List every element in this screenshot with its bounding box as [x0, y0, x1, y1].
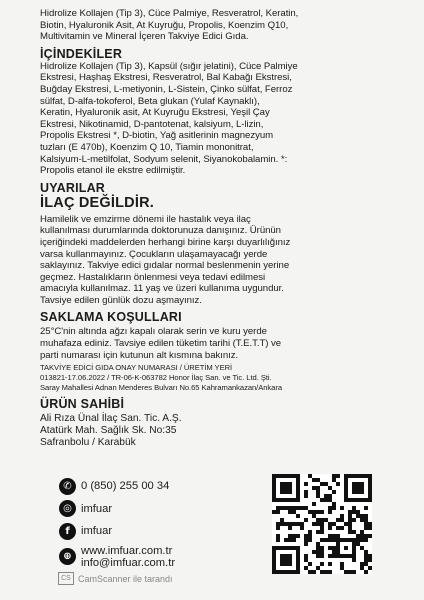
ingredients-heading: İÇİNDEKİLER	[40, 46, 123, 61]
scanner-watermark	[58, 572, 173, 585]
instagram-handle: imfuar	[81, 502, 113, 515]
camscanner-logo-icon: CS	[58, 572, 74, 585]
website-email: www.imfuar.com.tr info@imfuar.com.tr	[81, 544, 176, 569]
contact-web[interactable]	[59, 544, 175, 570]
instagram-icon: ◎	[59, 500, 76, 517]
contact-facebook[interactable]	[59, 521, 175, 541]
whatsapp-icon: ✆	[59, 478, 76, 495]
label-document	[40, 8, 406, 450]
product-description: Hidrolize Kollajen (Tip 3), Cüce Palmiye, Resveratrol, Keratin, Biotin, Hyaluronik Asit, At Kuyruğu, Propolis, Koenzim Q10, Multivitamin ve Mineral İçeren Takviye Edici Gıda.	[40, 8, 299, 43]
contact-instagram[interactable]	[59, 499, 175, 519]
approval-text: 013821-17.06.2022 / TR-06-K-063782 Honor İlaç San. ve Tic. Ltd. Şti. Saray Mahallesi Adnan Menderes Bulvarı No.65 Kahramankazan/Ankara	[40, 373, 282, 392]
facebook-icon: f	[59, 523, 76, 540]
contact-phone[interactable]	[59, 476, 175, 496]
storage-text: 25°C'nin altında ağzı kapalı olarak serin ve kuru yerde muhafaza ediniz. Tavsiye edilen tüketim tarihi (T.E.T.T) ve parti numarası için kutunun alt kısmına bakınız.	[40, 326, 282, 361]
storage-heading: SAKLAMA KOŞULLARI	[40, 310, 182, 325]
ingredients-text: Hidrolize Kollajen (Tip 3), Kapsül (sığır jelatini), Cüce Palmiye Ekstresi, Haşhaş Ekstresi, Resveratrol, Bal Kabağı Ekstresi, Buğday Ekstresi, L-metiyonin, L-Sistein, Çinko sülfat, Ferroz sülfat, D-alfa-tokoferol, Beta glukan (Yulaf Kaynaklı), Keratin, Hyaluronik asit, At Kuyruğu Ekstresi, Yeşil Çay Ekstresi, Nikotinamid, D-pantotenat, kalsiyum, L-lizin, Propolis Ekstresi *, D-biotin, Yağ asitlerinin magnezyum tuzları (E 470b), Koenzim Q 10, Tiamin mononitrat, Kalsiyum-L-metilfolat, Sodyum selenit, Siyanokobalamin. *: Propolis etanol ile ekstre edilmiştir.	[40, 60, 298, 177]
phone-number: 0 (850) 255 00 34	[81, 480, 170, 492]
contact-list	[59, 476, 175, 572]
scanner-text: CamScanner ile tarandı	[78, 573, 173, 584]
facebook-handle: imfuar	[81, 525, 113, 537]
qr-code[interactable]	[272, 474, 372, 574]
owner-heading: ÜRÜN SAHİBİ	[40, 396, 125, 411]
warnings-text: Hamilelik ve emzirme dönemi ile hastalık veya ilaç kullanılması durumlarında doktorunuza danışınız. Ürünün içeriğindeki maddelerden herhangi birine karşı duyarlılığınız varsa kullanmayınız. Çocukların ulaşamayacağı yerde saklayınız. Takviye edici gıdalar normal beslenmenin yerine geçmez. Hastalıkların önlenmesi veya tedavi edilmesi amacıyla kullanılmaz. 11 yaş ve üzeri kullanıma uygundur. Tavsiye edilen günlük dozu aşmayınız.	[40, 213, 291, 306]
approval-label: TAKVİYE EDİCİ GIDA ONAY NUMARASI / ÜRETİM YERİ	[40, 363, 233, 373]
owner-address: Ali Rıza Ünal İlaç San. Tic. A.Ş. Atatürk Mah. Sağlık Sk. No:35 Safranbolu / Karabük	[40, 412, 182, 449]
not-a-drug-heading: İLAÇ DEĞİLDİR.	[40, 194, 154, 211]
warnings-heading: UYARILAR	[40, 180, 106, 195]
web-icon: ⊕	[59, 548, 76, 565]
